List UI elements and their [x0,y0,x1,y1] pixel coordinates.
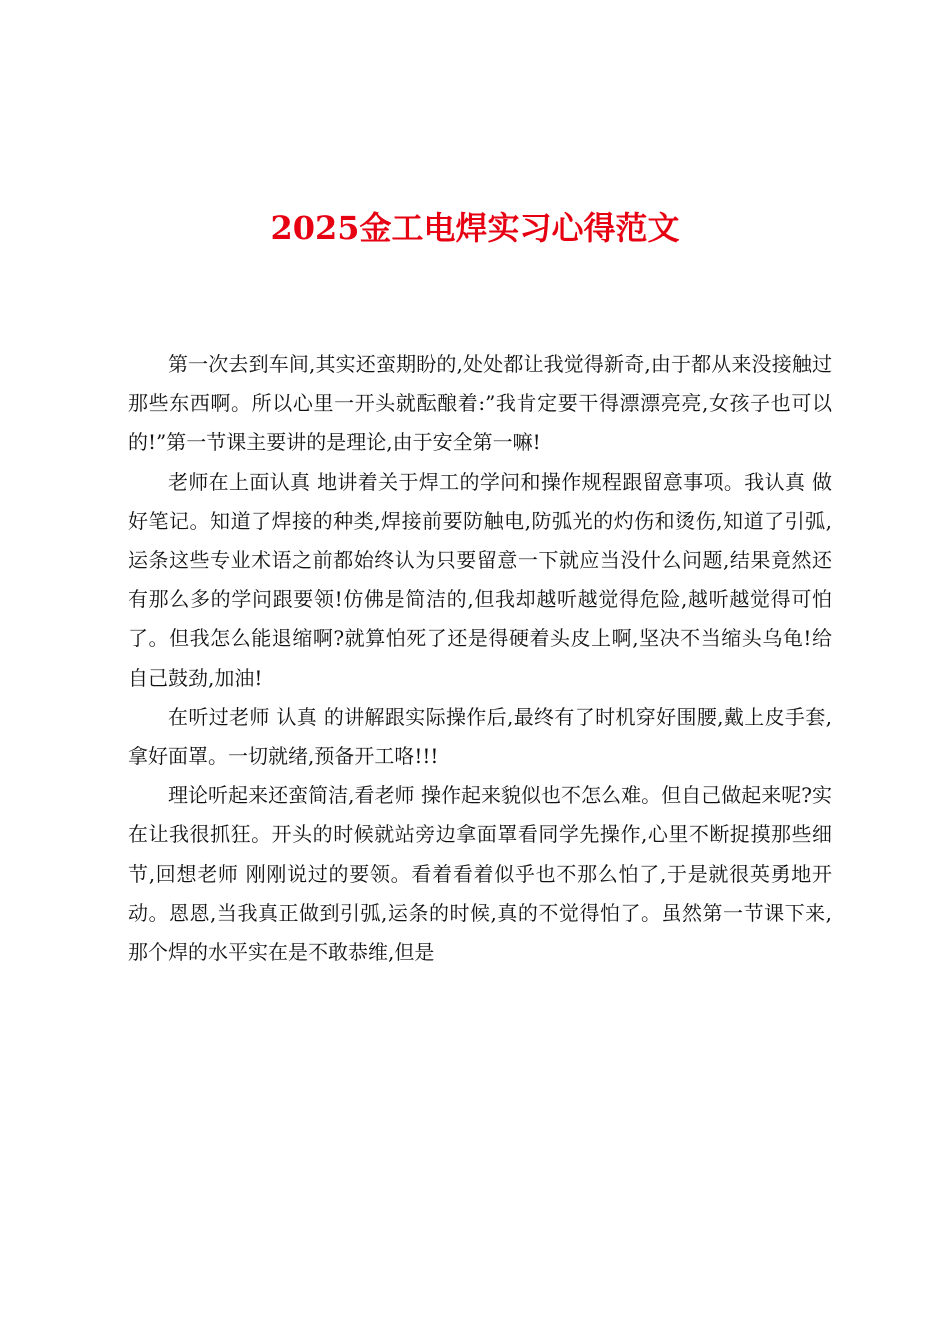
paragraph-4: 理论听起来还蛮简洁,看老师 操作起来貌似也不怎么难。但自己做起来呢?实在让我很抓狂。开头的时候就站旁边拿面罩看同学先操作,心里不断捉摸那些细节,回想老师 刚刚说过的要领。看着看着似乎也不那么怕了,于是就很英勇地开动。恩恩,当我真正做到引弧,运条的时候,真的不觉得怕了。虽然第一节课下来,那个焊的水平实在是不敢恭维,但是 [128,783,832,965]
paragraph-1: 第一次去到车间,其实还蛮期盼的,处处都让我觉得新奇,由于都从来没接触过那些东西啊。所以心里一开头就酝酿着:”我肯定要干得漂漂亮亮,女孩子也可以的!”第一节课主要讲的是理论,由于安全第一嘛! [128,352,832,455]
paragraph-3: 在听过老师 认真 的讲解跟实际操作后,最终有了时机穿好围腰,戴上皮手套,拿好面罩。一切就绪,预备开工咯!!! [128,704,832,769]
paragraph-2: 老师在上面认真 地讲着关于焊工的学问和操作规程跟留意事项。我认真 做好笔记。知道了焊接的种类,焊接前要防触电,防弧光的灼伤和烫伤,知道了引弧,运条这些专业术语之前都始终认为只要留意一下就应当没什么问题,结果竟然还有那么多的学问跟要领!仿佛是简洁的,但我却越听越觉得危险,越听越觉得可怕了。但我怎么能退缩啊?就算怕死了还是得硬着头皮上啊,坚决不当缩头乌龟!给自己鼓劲,加油! [128,469,832,690]
document-body [128,345,832,972]
document-title: 2025金工电焊实习心得范文 [270,209,680,247]
